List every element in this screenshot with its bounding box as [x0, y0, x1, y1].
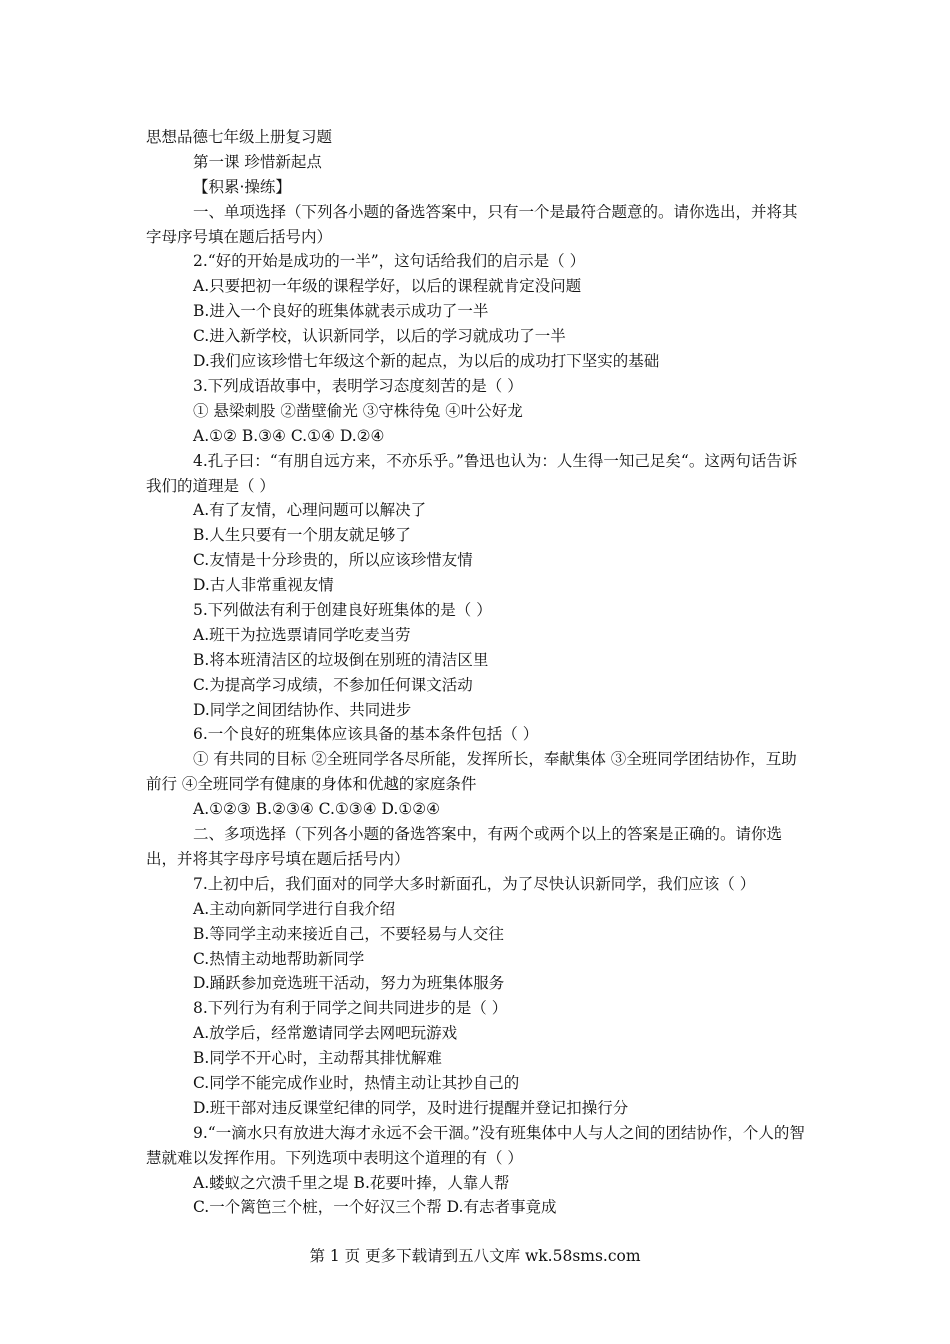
- document-body: [146, 125, 806, 1220]
- q8-option-d: D.班干部对违反课堂纪律的同学，及时进行提醒并登记扣操行分: [193, 1098, 629, 1117]
- q2-option-d: D.我们应该珍惜七年级这个新的起点，为以后的成功打下坚实的基础: [193, 352, 660, 371]
- q4-option-b: B.人生只要有一个朋友就足够了: [193, 526, 411, 545]
- q9-stem: 9.“一滴水只有放进大海才永远不会干涸。”没有班集体中人与人之间的团结协作，个人的智慧就难以发挥作用。下列选项中表明这个道理的有（ ）: [146, 1123, 805, 1167]
- q8-option-a: A.放学后，经常邀请同学去网吧玩游戏: [193, 1024, 458, 1043]
- q5-stem: 5.下列做法有利于创建良好班集体的是（ ）: [193, 600, 492, 619]
- q8-stem: 8.下列行为有利于同学之间共同进步的是（ ）: [193, 999, 508, 1018]
- q3-stem: 3.下列成语故事中，表明学习态度刻苦的是（ ）: [193, 376, 523, 395]
- document-title: 思想品德七年级上册复习题: [146, 128, 333, 146]
- q7-stem: 7.上初中后，我们面对的同学大多时新面孔，为了尽快认识新同学，我们应该（ ）: [193, 874, 756, 893]
- lesson-heading: 第一课 珍惜新起点: [193, 152, 322, 171]
- section1-intro: 一、单项选择（下列各小题的备选答案中，只有一个是最符合题意的。请你选出，并将其字母序号填在题后括号内）: [146, 202, 798, 246]
- section2-intro: 二、多项选择（下列各小题的备选答案中，有两个或两个以上的答案是正确的。请你选出，并将其字母序号填在题后括号内）: [146, 825, 783, 868]
- q6-items: ① 有共同的目标 ②全班同学各尽所能，发挥所长，奉献集体 ③全班同学团结协作，互助前行 ④全班同学有健康的身体和优越的家庭条件: [146, 750, 797, 794]
- q3-options: A.①② B.③④ C.①④ D.②④: [193, 426, 385, 445]
- q8-option-c: C.同学不能完成作业时，热情主动让其抄自己的: [193, 1073, 520, 1092]
- q5-option-b: B.将本班清洁区的垃圾倒在别班的清洁区里: [193, 650, 489, 669]
- q4-stem: 4.孔子曰：“有朋自远方来，不亦乐乎。”鲁迅也认为：人生得一知己足矣“。这两句话告诉我们的道理是（ ）: [146, 451, 798, 495]
- q2-option-c: C.进入新学校，认识新同学，以后的学习就成功了一半: [193, 327, 566, 346]
- q5-option-c: C.为提高学习成绩，不参加任何课文活动: [193, 675, 473, 694]
- q7-option-c: C.热情主动地帮助新同学: [193, 949, 365, 968]
- q4-option-a: A.有了友情，心理问题可以解决了: [193, 501, 427, 520]
- q4-option-d: D.古人非常重视友情: [193, 576, 334, 595]
- q9-options-cd: C.一个篱笆三个桩，一个好汉三个帮 D.有志者事竟成: [193, 1198, 557, 1217]
- q7-option-a: A.主动向新同学进行自我介绍: [193, 899, 396, 918]
- q2-option-a: A.只要把初一年级的课程学好，以后的课程就肯定没问题: [193, 277, 582, 296]
- q4-option-c: C.友情是十分珍贵的，所以应该珍惜友情: [193, 551, 473, 570]
- page-footer: 第 1 页 更多下载请到五八文库 wk.58sms.com: [309, 1247, 641, 1265]
- q2-option-b: B.进入一个良好的班集体就表示成功了一半: [193, 302, 489, 321]
- q5-option-a: A.班干为拉选票请同学吃麦当劳: [193, 625, 411, 644]
- q6-options: A.①②③ B.②③④ C.①③④ D.①②④: [193, 800, 441, 819]
- q7-option-d: D.踊跃参加竞选班干活动，努力为班集体服务: [193, 974, 505, 993]
- q3-items: ① 悬梁刺股 ②凿壁偷光 ③守株待兔 ④叶公好龙: [193, 401, 523, 420]
- q8-option-b: B.同学不开心时，主动帮其排忧解难: [193, 1049, 442, 1068]
- q7-option-b: B.等同学主动来接近自己，不要轻易与人交往: [193, 924, 504, 943]
- practice-heading: 【积累·操练】: [193, 177, 291, 196]
- q6-stem: 6.一个良好的班集体应该具备的基本条件包括（ ）: [193, 725, 539, 744]
- q5-option-d: D.同学之间团结协作、共同进步: [193, 700, 412, 719]
- q2-stem: 2.“好的开始是成功的一半”，这句话给我们的启示是（ ）: [193, 252, 586, 271]
- q9-options-ab: A.蝼蚁之穴溃千里之堤 B.花要叶捧，人靠人帮: [193, 1173, 510, 1192]
